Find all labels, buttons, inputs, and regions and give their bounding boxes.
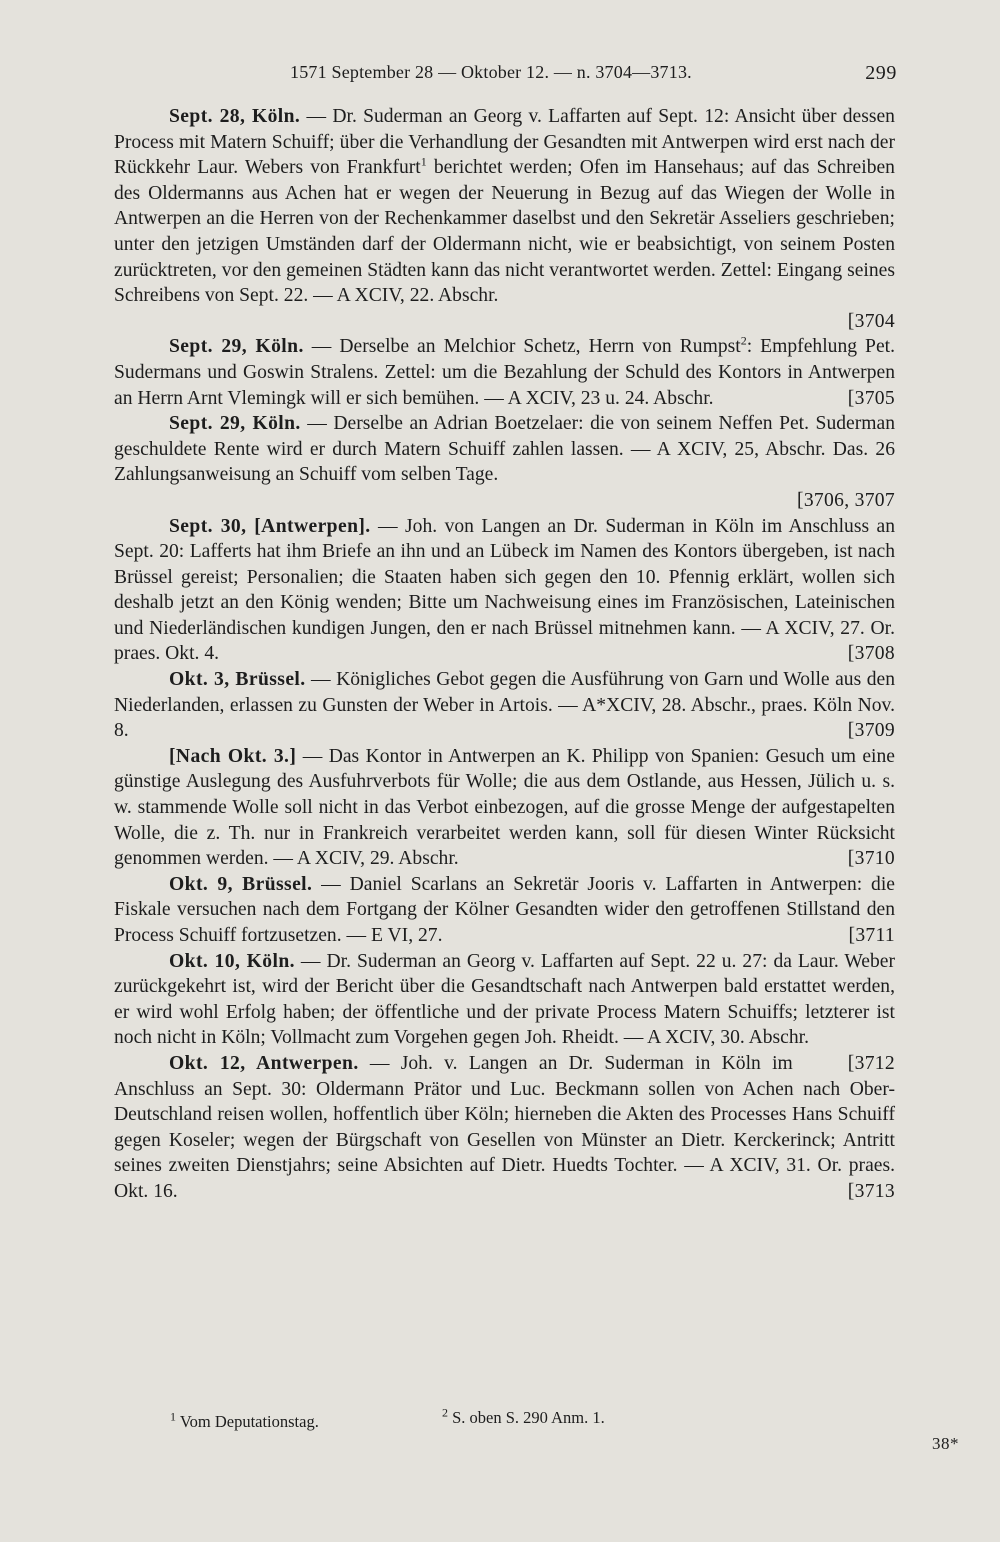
entry-3711 [114,872,895,949]
entry-number: [3706, 3707 [797,489,895,511]
footnotes [170,1405,959,1453]
entry-text: — Daniel Scarlans an Sekretär Jooris v. Laffarten in Antwerpen: die Fiskale versuchen nach dem Fortgang der Kölner Gesandten wider den getroffenen Stillstand den Process Schuiff fortzusetzen. — E VI, 27. [114,873,895,946]
footnote-1 [170,1409,319,1432]
entry-text-cont: berichtet werden; Ofen im Hansehaus; auf das Schreiben des Oldermanns aus Achen hat er wegen der Neuerung in Bezug auf das Wiegen der Wolle in Antwerpen an die Herren von der Rechenkammer daselbst und den Sekretär Asseliers geschrieben; unter den jetzigen Umständen darf der Oldermann nicht, wie er beabsichtigt, von seinem Posten zurücktreten, vor den gemeinen Städten kann das nicht verantwortet werden. Zettel: Eingang seines Schreibens von Sept. 22. — A XCIV, 22. Abschr. [114,157,895,307]
entry-3704 [114,104,895,334]
entry-3709 [114,667,895,744]
entry-date-place: [Nach Okt. 3.] [169,745,297,767]
entry-date-place: Sept. 28, Köln. [169,106,301,127]
entry-date-place: Sept. 29, Köln. [169,413,301,435]
entry-number: [3711 [848,925,895,946]
entry-text: — Joh. von Langen an Dr. Suderman in Köln im Anschluss an Sept. 20: Lafferts hat ihm Briefe an ihn und an Lübeck im Namen des Kontors übergeben, ist nach Brüssel gereist; Personalien; die Staaten haben sich gegen den 10. Pfennig erklärt, wollen sich deshalb jetzt an den König wenden; Bitte um Nachweisung eines im Französischen, Lateinischen und Niederländischen kundigen Jungen, den er nach Brüssel mitnehmen kann. — A XCIV, 27. Or. praes. Okt. 4. [114,515,895,665]
entry-date-place: Sept. 29, Köln. [169,336,304,358]
entry-date-place: Sept. 30, [Antwerpen]. [169,515,371,537]
entry-3705 [114,334,895,411]
entry-date-place: Okt. 12, Antwerpen. [169,1052,359,1074]
entry-text: — Dr. Suderman an Georg v. Laffarten auf Sept. 22 u. 27: da Laur. Weber zurückgekehrt ist, wird der Bericht über die Gesandtschaft nach Antwerpen bald erstattet werden, er wird wohl Erfolg haben; der öffentliche und der private Process Matern Schuiffs; letzterer ist noch nicht in Köln; Vollmacht zum Vorgehen gegen Joh. Rheidt. — A XCIV, 30. Abschr. [114,950,896,1049]
footnote-1-text: Vom Deputationstag. [176,1412,319,1431]
entry-text: — Derselbe an Adrian Boetzelaer: die von seinem Neffen Pet. Suderman geschuldete Rente wird er durch Matern Schuiff zahlen lassen. — A XCIV, 25, Abschr. Das. 26 Zahlungsanweisung an Schuiff vom selben Tage. [114,413,895,486]
entry-3710 [114,744,895,872]
entry-text-cont: : Empfehlung Pet. Sudermans und Goswin Stralens. Zettel: um die Bezahlung der Schuld des Kontors in Antwerpen an Herrn Arnt Vlemingk will er sich bemühen. — A XCIV, 23 u. 24. Abschr. [114,336,895,409]
entry-text: — Joh. v. Langen an Dr. Suderman in Köln im Anschluss an Sept. 30: Oldermann Prätor und Luc. Beckmann sollen von Achen nach Ober-Deutschland reisen wollen, hoffentlich über Köln; hierneben die Akten des Processes Hans Schuiff gegen Koseler; wegen der Bürgschaft von Gesellen von Münster an Dietr. Kerckerinck; Antritt seines zweiten Dienstjahrs; seine Absichten auf Dietr. Huedts Tochter. — A XCIV, 31. Or. praes. Okt. 16. [114,1052,895,1202]
entries-body [114,104,895,1205]
entry-number: [3710 [847,848,895,870]
entry-3706-3707 [114,411,895,513]
entry-number: [3704 [847,310,895,332]
entry-number: [3708 [847,643,895,665]
entry-text: — Das Kontor in Antwerpen an K. Philipp von Spanien: Gesuch um eine günstige Auslegung des Ausfuhrverbots für Wolle; die aus dem Ostlande, aus Hessen, Jülich u. s. w. stammende Wolle soll nicht in das Verbot einbezogen, auf die grosse Menge der aufgestapelten Wolle, die z. Th. nur in Frankreich verarbeitet werden kann, soll für diesen Winter Rücksicht genommen werden. — A XCIV, 29. Abschr. [114,745,895,870]
entry-number: [3705 [847,387,895,409]
footnote-2-text: S. oben S. 290 Anm. 1. [448,1408,605,1427]
entry-3708 [114,514,895,668]
entry-number: [3712 [847,1052,895,1074]
entry-text: — Königliches Gebot gegen die Ausführung von Garn und Wolle aus den Niederlanden, erlassen zu Gunsten der Weber in Artois. — A*XCIV, 28. Abschr., praes. Köln Nov. 8. [114,669,895,742]
entry-number: [3709 [847,720,895,742]
entry-date-place: Okt. 3, Brüssel. [169,669,306,691]
signature-mark: 38* [932,1434,959,1453]
running-title: 1571 September 28 — Oktober 12. — n. 3704—3713. [290,62,692,82]
footnote-ref: 2 [740,333,747,348]
entry-text: — Derselbe an Melchior Schetz, Herrn von Rumpst [303,336,741,358]
entry-number: [3713 [847,1180,895,1202]
entry-text: — Dr. Suderman an Georg v. Laffarten auf Sept. 12: Ansicht über dessen Process mit Matern Schuiff; über die Verhandlung der Gesandten mit Antwerpen wird erst nach der Rückkehr Laur. Webers von Frankfurt [114,106,895,179]
footnote-2-mark: 2 [442,1405,448,1420]
entry-date-place: Okt. 9, Brüssel. [169,873,313,895]
entry-3713 [114,1051,895,1205]
footnote-1-mark: 1 [170,1409,176,1424]
entry-date-place: Okt. 10, Köln. [169,950,295,972]
footnote-2 [442,1405,605,1428]
footnote-ref: 1 [420,154,427,169]
page-number: 299 [865,62,897,84]
page-header [112,60,897,90]
